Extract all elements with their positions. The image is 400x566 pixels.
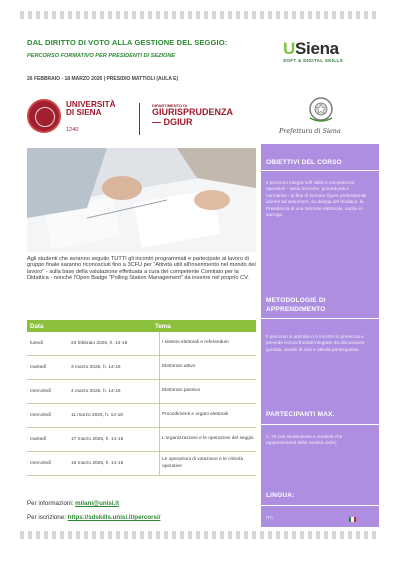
row-topic: L'organizzazione e le operazioni del seggio: [159, 428, 256, 451]
course-photo: [27, 148, 256, 252]
row-topic: Elettorato passivo: [159, 380, 256, 403]
info-label: Per informazioni:: [27, 500, 74, 507]
dates-location: 26 FEBBRAIO - 18 MARZO 2026 | PRESIDIO MATTIOLI (AULA E): [27, 76, 179, 82]
prefettura-label: Prefettura di Siena: [279, 127, 341, 135]
signup-link[interactable]: https://sdskills.unisi.it/percorsi/: [67, 514, 161, 521]
row-topic: I sistemi elettorali e referendum: [159, 332, 256, 355]
row-topic: Le operazioni di votazione e le criticità operative: [159, 452, 256, 475]
department-logo: [139, 103, 259, 135]
row-date: 18 marzo 2026, h. 14-18: [71, 461, 124, 466]
row-day: martedì: [30, 365, 47, 370]
info-line: [27, 500, 119, 507]
schedule-header: [27, 320, 256, 332]
methodology-text: Il percorso si articola in 6 incontri in presenza e prevede lezioni frontali integrate da discussione guidata, analisi di casi e attività partecipative.: [266, 334, 365, 352]
row-day: mercoledì: [30, 413, 52, 418]
sidebar-divider: [261, 505, 379, 506]
top-decorative-stripes: [20, 11, 380, 19]
row-topic: Elettorato attivo: [159, 356, 256, 379]
table-row: [27, 452, 256, 476]
table-row: [27, 332, 256, 356]
italian-republic-emblem-icon: [306, 96, 336, 124]
signup-line: [27, 514, 160, 521]
row-day: mercoledì: [30, 389, 52, 394]
university-name: [66, 101, 116, 118]
table-row: [27, 380, 256, 404]
row-topic: Procedimenti e organi elettorali: [159, 404, 256, 427]
course-subtitle: PERCORSO FORMATIVO PER PRESIDENTI DI SEZIONE: [27, 53, 176, 59]
department-name: GIURISPRUDENZA: [152, 107, 234, 117]
row-day: martedì: [30, 437, 47, 442]
course-title: DAL DIRITTO DI VOTO ALLA GESTIONE DEL SEGGIO:: [27, 38, 228, 47]
signup-label: Per iscrizione:: [27, 514, 66, 521]
university-year: 1240: [66, 127, 79, 133]
table-row: [27, 404, 256, 428]
language-title: LINGUA:: [266, 492, 295, 499]
participants-title: PARTECIPANTI MAX.: [266, 411, 335, 418]
schedule-header-date: Data: [30, 322, 44, 330]
italian-flag-icon: [349, 517, 356, 522]
usiena-logo-subtitle: SOFT & DIGITAL SKILLS: [283, 58, 343, 63]
row-day: lunedì: [30, 341, 44, 346]
usiena-logo: [283, 40, 383, 63]
university-name-line1: UNIVERSITÀ: [66, 100, 116, 109]
schedule-header-topic: Tema: [155, 322, 171, 330]
usiena-logo-text: Siena: [294, 39, 339, 58]
university-name-line2: DI SIENA: [66, 108, 102, 118]
sidebar-divider: [261, 170, 379, 171]
sidebar-divider: [261, 318, 379, 319]
schedule-table: [27, 320, 256, 476]
row-date: 11 marzo 2026, h. 14-18: [71, 413, 123, 418]
university-seal-icon: [27, 99, 61, 133]
row-day: mercoledì: [30, 461, 52, 466]
participants-text: n. 30 (sia studentesse e studenti che rappresentanti della società civile): [266, 434, 343, 446]
row-date: 3 marzo 2026, h. 14-18: [71, 365, 121, 370]
language-value: ITA: [266, 515, 273, 520]
sidebar-divider: [261, 424, 379, 425]
row-date: 23 febbraio 2026, h. 14-18: [71, 341, 128, 346]
department-label: DIPARTIMENTO DI: [152, 103, 188, 108]
objectives-text: Il percorso integra soft skills e competenze operative - ossia tecniche, procedurali e normative - al fine di formare figure professionali idonee ad assumere, su delega del Sindaco, la Presidenza di una Sezione elettorale, anche in surroga.: [266, 180, 367, 218]
department-code: — DGIUR: [152, 116, 193, 127]
bottom-decorative-stripes: [20, 531, 380, 539]
row-date: 17 marzo 2026, h. 14-18: [71, 437, 124, 442]
usiena-logo-u: U: [283, 39, 295, 58]
row-date: 4 marzo 2026, h. 14-18: [71, 389, 121, 394]
methodology-title: METODOLOGIE DI APPRENDIMENTO: [266, 297, 326, 313]
info-email-link[interactable]: milani@unisi.it: [75, 500, 120, 507]
table-row: [27, 428, 256, 452]
objectives-title: OBIETTIVI DEL CORSO: [266, 159, 342, 166]
table-row: [27, 356, 256, 380]
intro-paragraph: Agli studenti che avranno seguito TUTTI gli incontri programmati e partecipato al lavoro di gruppo finale saranno riconosciuti fino a 3CFU per "Attività utili all'inserimento nel mondo del lavoro" - sulla base della valutazione effettuata a cura del competente Comitato per la Didattica - nonché l'Open Badge "Polling Station Management" da inserire nel proprio CV.: [27, 256, 256, 282]
